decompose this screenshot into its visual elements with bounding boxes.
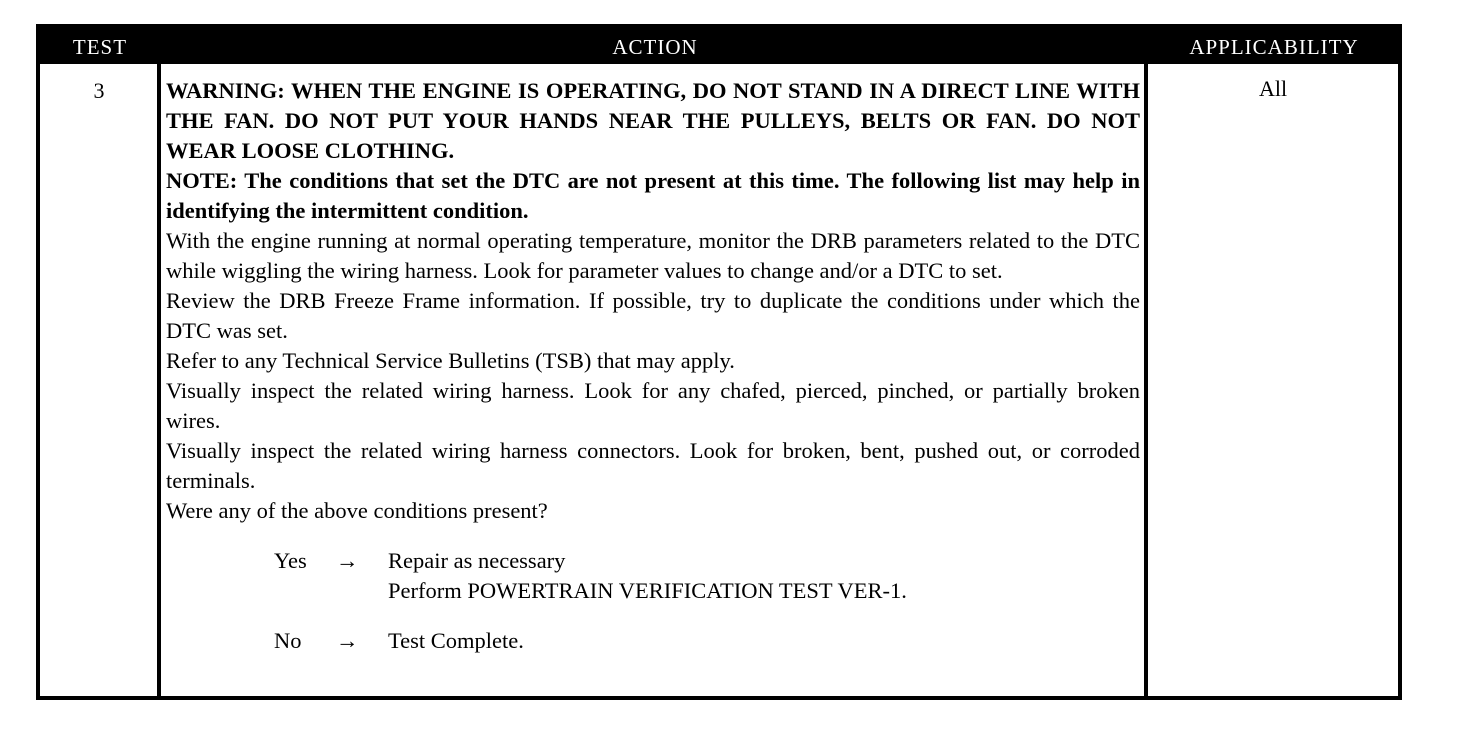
applicability-value: All [1258, 76, 1288, 101]
diagnostic-table [36, 24, 1402, 700]
no-action-line1: Test Complete. [388, 628, 524, 653]
header-applicability: APPLICABILITY [1189, 35, 1359, 59]
arrow-right-icon: → [336, 548, 359, 573]
header-test: TEST [72, 35, 128, 59]
note-text: NOTE: The conditions that set the DTC are not present at this time. The following list may help in identifying the intermittent condition. [166, 168, 1140, 223]
column-divider [1144, 64, 1148, 696]
warning-text: WARNING: WHEN THE ENGINE IS OPERATING, DO NOT STAND IN A DIRECT LINE WITH THE FAN. DO NOT PUT YOUR HANDS NEAR THE PULLEYS, BELTS OR FAN. DO NOT WEAR LOOSE CLOTHING. [166, 78, 1140, 163]
question-text: Were any of the above conditions present? [166, 498, 548, 523]
answers [166, 546, 1140, 656]
step-text: Visually inspect the related wiring harness. Look for any chafed, pierced, pinched, or partially broken wires. [166, 378, 1140, 433]
column-divider [157, 64, 161, 696]
step-text: Review the DRB Freeze Frame information. If possible, try to duplicate the conditions under which the DTC was set. [166, 288, 1140, 343]
yes-action-line2: Perform POWERTRAIN VERIFICATION TEST VER-1. [388, 578, 907, 603]
step-text: Visually inspect the related wiring harness connectors. Look for broken, bent, pushed out, or corroded terminals. [166, 438, 1140, 493]
yes-answer-continued [166, 576, 1140, 606]
test-number: 3 [93, 78, 105, 103]
yes-action-line1: Repair as necessary [388, 548, 566, 573]
no-answer [166, 626, 1140, 656]
no-label: No [274, 628, 302, 653]
table-header [40, 28, 1398, 64]
yes-label: Yes [274, 548, 307, 573]
arrow-right-icon: → [336, 628, 359, 653]
step-text: Refer to any Technical Service Bulletins (TSB) that may apply. [166, 348, 735, 373]
yes-answer [166, 546, 1140, 576]
header-action: ACTION [612, 35, 698, 59]
action-cell [166, 76, 1140, 656]
step-text: With the engine running at normal operating temperature, monitor the DRB parameters related to the DTC while wiggling the wiring harness. Look for parameter values to change and/or a DTC to set. [166, 228, 1140, 283]
